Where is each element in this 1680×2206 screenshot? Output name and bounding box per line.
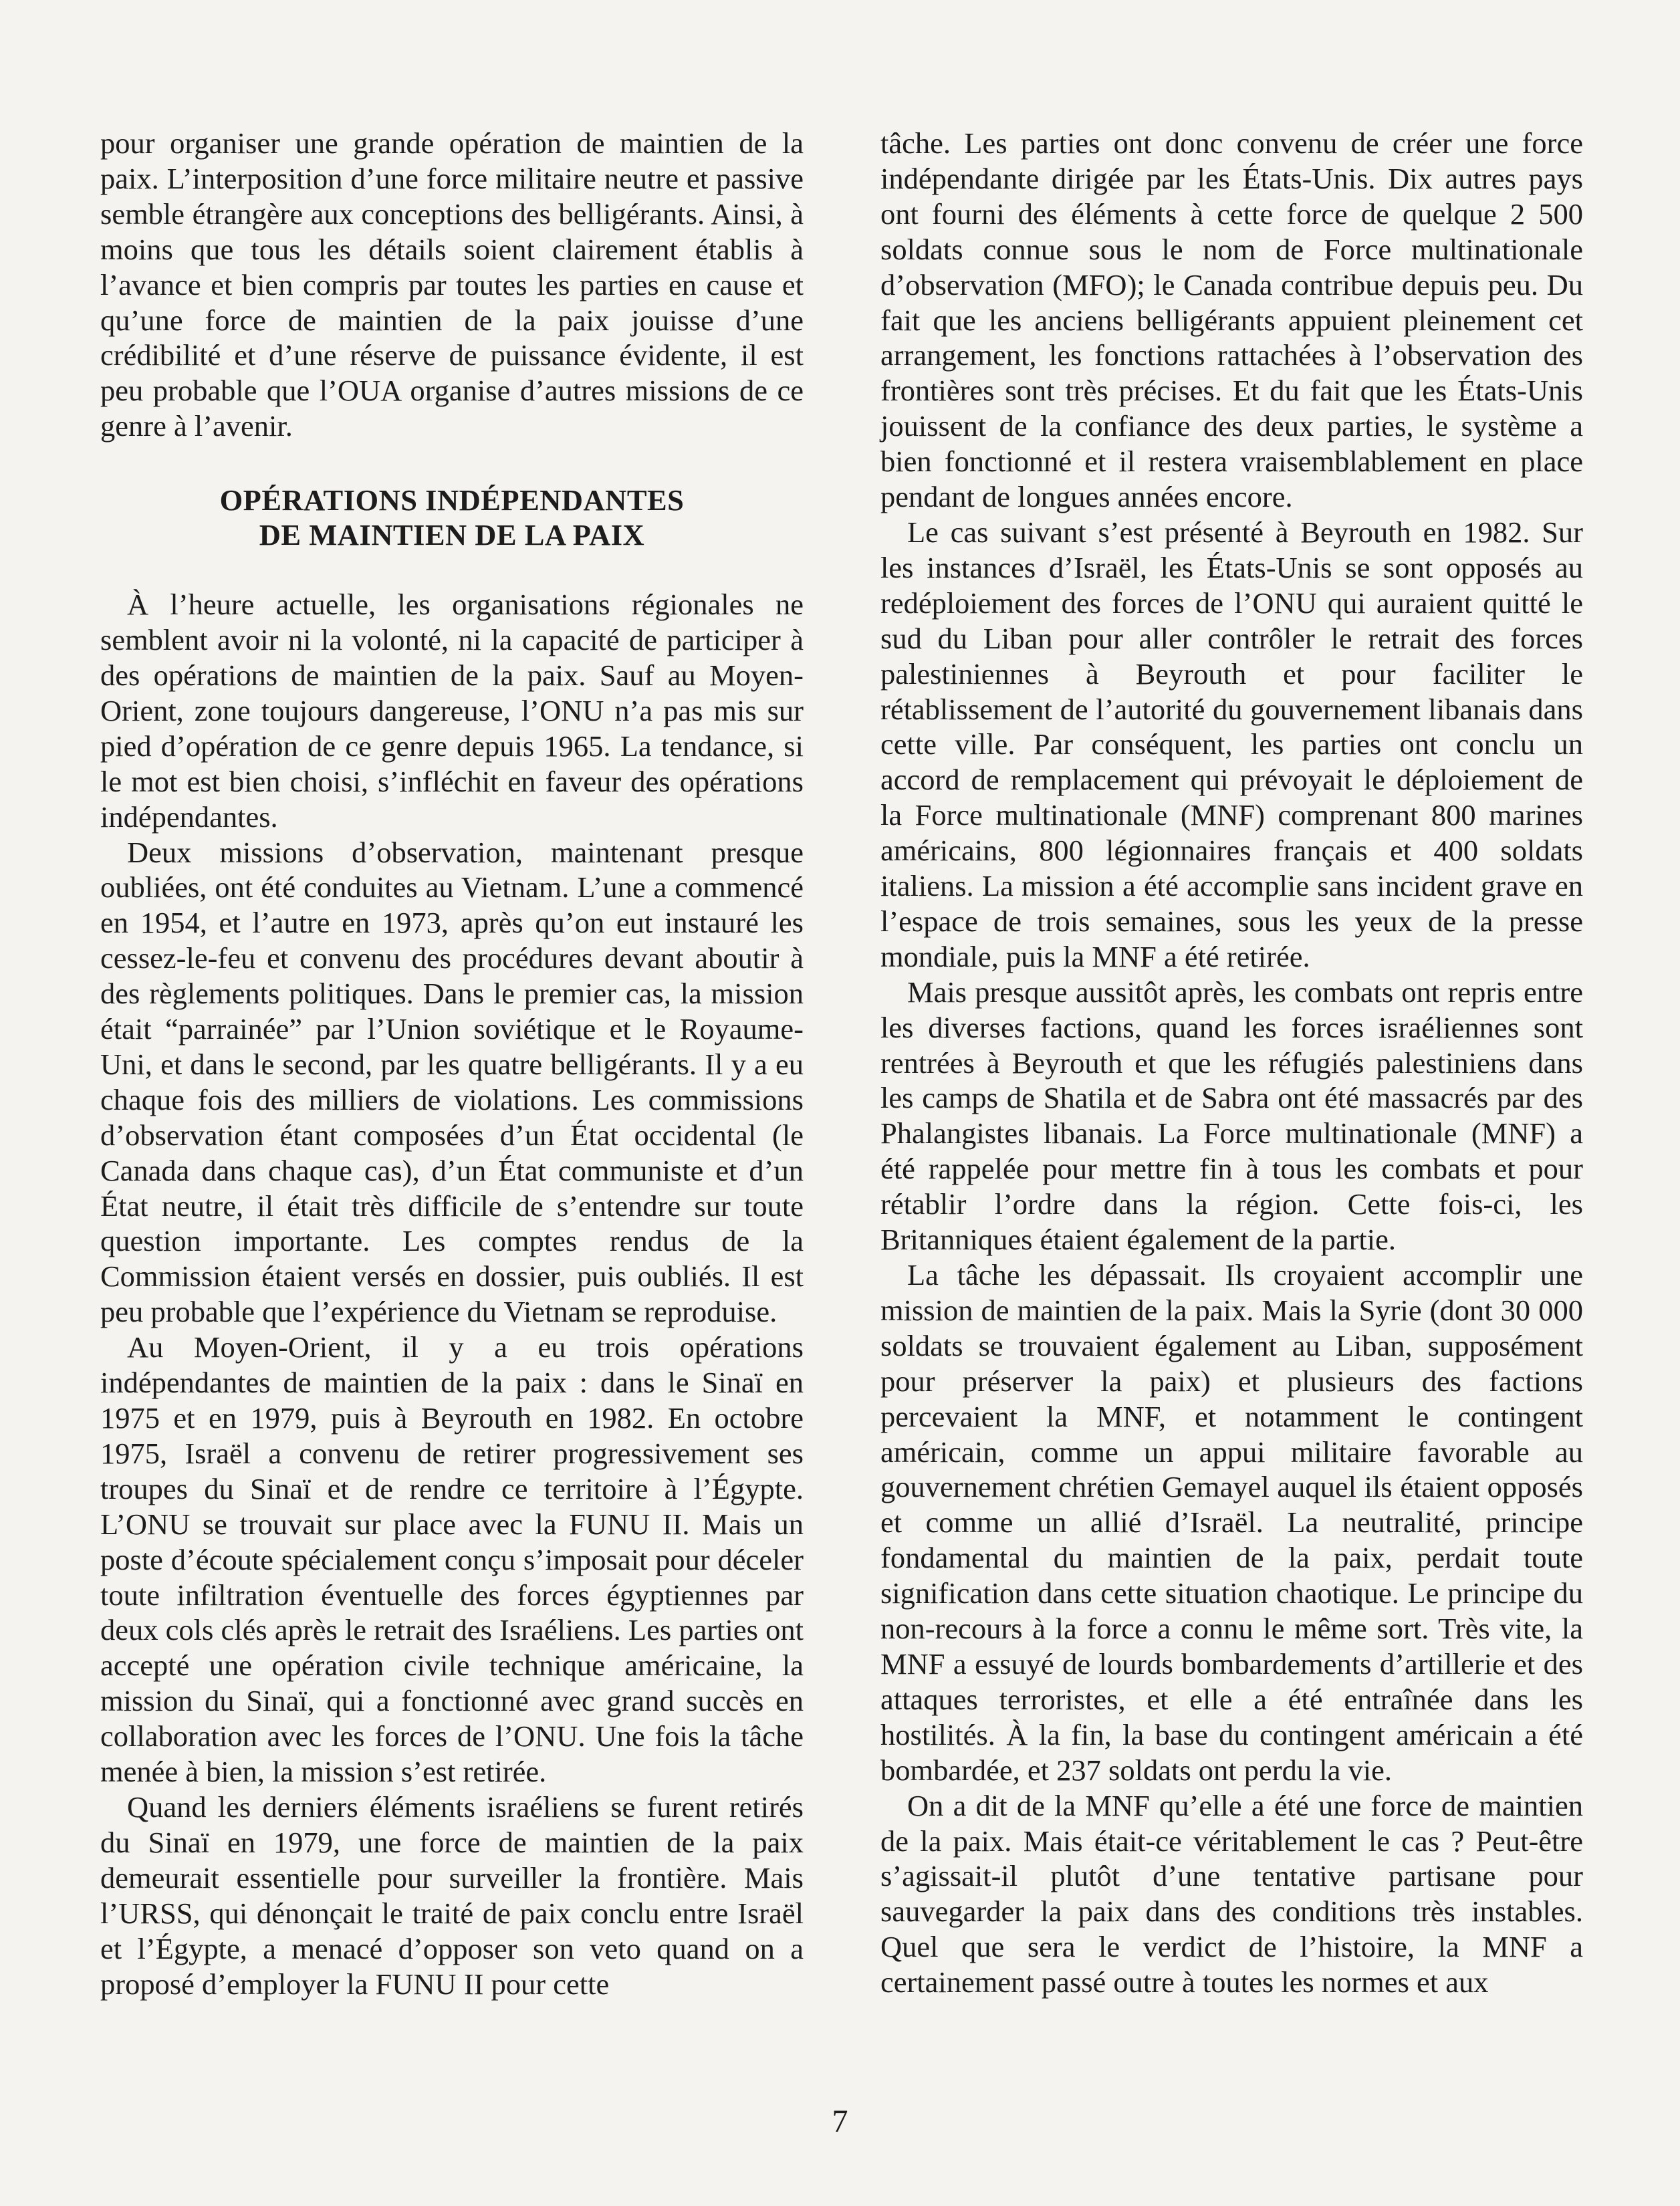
section-heading	[100, 483, 804, 552]
paragraph: À l’heure actuelle, les organisations régionales ne semblent avoir ni la volonté, ni la capacité de participer à des opérations de maintien de la paix. Sauf au Moyen-Orient, zone toujours dangereuse, l’ONU n’a pas mis sur pied d’opération de ce genre depuis 1965. La tendance, si le mot est bien choisi, s’infléchit en faveur des opérations indépendantes.	[100, 588, 804, 834]
paragraph: pour organiser une grande opération de maintien de la paix. L’interposition d’une force militaire neutre et passive semble étrangère aux conceptions des belligérants. Ainsi, à moins que tous les détails soient clairement établis à l’avance et bien compris par toutes les parties en cause et qu’une force de maintien de la paix jouisse d’une crédibilité et d’une réserve de puissance évidente, il est peu probable que l’OUA organise d’autres missions de ce genre à l’avenir.	[100, 126, 804, 443]
paragraph: Quand les derniers éléments israéliens se furent retirés du Sinaï en 1979, une force de maintien de la paix demeurait essentielle pour surveiller la frontière. Mais l’URSS, qui dénonçait le traité de paix conclu entre Israël et l’Égypte, a menacé d’opposer son veto quand on a proposé d’employer la FUNU II pour cette	[100, 1790, 804, 2001]
paragraph: Deux missions d’observation, maintenant presque oubliées, ont été conduites au Vietnam. L’une a commencé en 1954, et l’autre en 1973, après qu’on eut instauré les cessez-le-feu et convenu des procédures devant aboutir à des règlements politiques. Dans le premier cas, la mission était “parrainée” par l’Union soviétique et le Royaume-Uni, et dans le second, par les quatre belligérants. Il y a eu chaque fois des milliers de violations. Les commissions d’observation étant composées d’un État occidental (le Canada dans chaque cas), d’un État communiste et d’un État neutre, il était très difficile de s’entendre sur toute question importante. Les comptes rendus de la Commission étaient versés en dossier, puis oubliés. Il est peu probable que l’expérience du Vietnam se reproduise.	[100, 835, 804, 1329]
paragraph: Au Moyen-Orient, il y a eu trois opérations indépendantes de maintien de la paix : dans le Sinaï en 1975 et en 1979, puis à Beyrouth en 1982. En octobre 1975, Israël a convenu de retirer progressivement ses troupes du Sinaï et de rendre ce territoire à l’Égypte. L’ONU se trouvait sur place avec la FUNU II. Mais un poste d’écoute spécialement conçu s’imposait pour déceler toute infiltration éventuelle des forces égyptiennes par deux cols clés après le retrait des Israéliens. Les parties ont accepté une opération civile technique américaine, la mission du Sinaï, qui a fonctionné avec grand succès en collaboration avec les forces de l’ONU. Une fois la tâche menée à bien, la mission s’est retirée.	[100, 1330, 804, 1789]
right-column	[880, 126, 1583, 2000]
section-heading-line: DE MAINTIEN DE LA PAIX	[259, 518, 645, 552]
paragraph: Mais presque aussitôt après, les combats ont repris entre les diverses factions, quand les forces israéliennes sont rentrées à Beyrouth et que les réfugiés palestiniens dans les camps de Shatila et de Sabra ont été massacrés par des Phalangistes libanais. La Force multinationale (MNF) a été rappelée pour mettre fin à tous les combats et pour rétablir l’ordre dans la région. Cette fois-ci, les Britanniques étaient également de la partie.	[880, 975, 1583, 1257]
section-heading-line: OPÉRATIONS INDÉPENDANTES	[219, 483, 685, 517]
left-column	[100, 126, 804, 2001]
page-number: 7	[832, 2104, 848, 2139]
paragraph: Le cas suivant s’est présenté à Beyrouth en 1982. Sur les instances d’Israël, les États-Unis se sont opposés au redéploiement des forces de l’ONU qui auraient quitté le sud du Liban pour aller contrôler le retrait des forces palestiniennes à Beyrouth et pour faciliter le rétablissement de l’autorité du gouvernement libanais dans cette ville. Par conséquent, les parties ont conclu un accord de remplacement qui prévoyait le déploiement de la Force multinationale (MNF) comprenant 800 marines américains, 800 légionnaires français et 400 soldats italiens. La mission a été accomplie sans incident grave en l’espace de trois semaines, sous les yeux de la presse mondiale, puis la MNF a été retirée.	[880, 515, 1583, 973]
paragraph: On a dit de la MNF qu’elle a été une force de maintien de la paix. Mais était-ce véritablement le cas ? Peut-être s’agissait-il plutôt d’une tentative partisane pour sauvegarder la paix dans des conditions très instables. Quel que sera le verdict de l’histoire, la MNF a certainement passé outre à toutes les normes et aux	[880, 1788, 1583, 1999]
paragraph: La tâche les dépassait. Ils croyaient accomplir une mission de maintien de la paix. Mais la Syrie (dont 30 000 soldats se trouvaient également au Liban, supposément pour préserver la paix) et plusieurs des factions percevaient la MNF, et notamment le contingent américain, comme un appui militaire favorable au gouvernement chrétien Gemayel auquel ils étaient opposés et comme un allié d’Israël. La neutralité, principe fondamental du maintien de la paix, perdait toute signification dans cette situation chaotique. Le principe du non-recours à la force a connu le même sort. Très vite, la MNF a essuyé de lourds bombardements d’artillerie et des attaques terroristes, et elle a été entraînée dans les hostilités. À la fin, la base du contingent américain a été bombardée, et 237 soldats ont perdu la vie.	[880, 1258, 1583, 1787]
paragraph: tâche. Les parties ont donc convenu de créer une force indépendante dirigée par les États-Unis. Dix autres pays ont fourni des éléments à cette force de quelque 2 500 soldats connue sous le nom de Force multinationale d’observation (MFO); le Canada contribue depuis peu. Du fait que les anciens belligérants appuient pleinement cet arrangement, les fonctions rattachées à l’observation des frontières sont très précises. Et du fait que les États-Unis jouissent de la confiance des deux parties, le système a bien fonctionné et il restera vraisemblablement en place pendant de longues années encore.	[880, 126, 1583, 514]
